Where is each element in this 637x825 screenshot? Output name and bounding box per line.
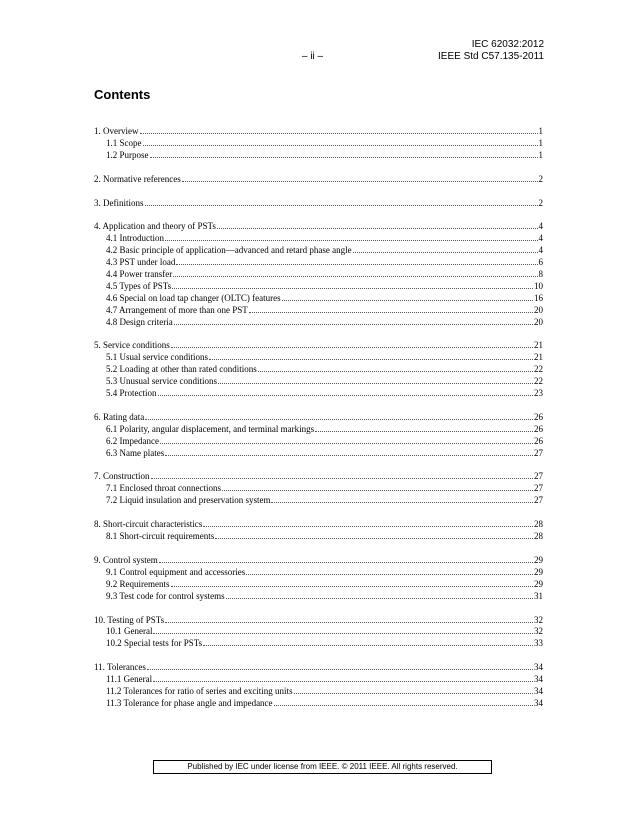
toc-entry-label: 4. Application and theory of PSTs xyxy=(94,221,216,232)
toc-entry-label: 5.4 Protection xyxy=(106,388,157,399)
dot-leader xyxy=(315,430,533,432)
dot-leader xyxy=(165,239,538,241)
toc-entry-label: 6.1 Polarity, angular displacement, and terminal markings xyxy=(106,423,315,434)
toc-subentry[interactable] xyxy=(94,448,543,460)
toc-entry[interactable] xyxy=(94,662,543,674)
dot-leader xyxy=(258,370,533,372)
toc-section xyxy=(94,615,543,651)
toc-entry-label: 7. Construction xyxy=(94,471,150,482)
toc-subentry[interactable] xyxy=(94,638,543,650)
dot-leader xyxy=(182,180,538,182)
toc-entry-page: 26 xyxy=(534,435,543,446)
toc-subentry[interactable] xyxy=(94,317,543,329)
toc-subentry[interactable] xyxy=(94,424,543,436)
dot-leader xyxy=(222,489,533,491)
toc-entry-label: 4.6 Special on load tap changer (OLTC) features xyxy=(106,292,281,303)
toc-entry-page: 2 xyxy=(538,173,543,184)
toc-entry-page: 10 xyxy=(534,280,543,291)
toc-entry-page: 4 xyxy=(538,221,543,232)
toc-entry-page: 31 xyxy=(534,590,543,601)
toc-section xyxy=(94,412,543,460)
toc-entry-label: 1. Overview xyxy=(94,126,139,136)
toc-entry-page: 1 xyxy=(538,149,543,160)
toc-entry[interactable] xyxy=(94,340,543,352)
toc-section xyxy=(94,198,543,210)
toc-entry-page: 23 xyxy=(534,388,543,399)
dot-leader xyxy=(274,704,533,706)
toc-entry-label: 1.2 Purpose xyxy=(106,149,149,160)
toc-section xyxy=(94,471,543,507)
toc-entry-label: 10.2 Special tests for PSTs xyxy=(106,638,203,649)
dot-leader xyxy=(203,525,533,527)
toc-entry-label: 8.1 Short-circuit requirements xyxy=(106,531,215,542)
toc-entry-label: 3. Definitions xyxy=(94,197,144,208)
dot-leader xyxy=(218,382,533,384)
toc-entry[interactable] xyxy=(94,198,543,210)
toc-subentry[interactable] xyxy=(94,698,543,710)
toc-entry-label: 4.8 Design criteria xyxy=(106,316,173,327)
dot-leader xyxy=(215,537,533,539)
toc-entry-label: 6.3 Name plates xyxy=(106,447,165,458)
toc-entry-label: 4.5 Types of PSTs xyxy=(106,280,172,291)
toc-entry-label: 7.1 Enclosed throat connections xyxy=(106,483,221,494)
page-title: Contents xyxy=(94,87,151,102)
toc-section xyxy=(94,221,543,328)
toc-entry-label: 11.2 Tolerances for ratio of series and exciting units xyxy=(106,685,293,696)
toc-entry-page: 27 xyxy=(534,483,543,494)
toc-entry-page: 28 xyxy=(534,531,543,542)
dot-leader xyxy=(165,621,533,623)
toc-entry-page: 4 xyxy=(538,245,543,256)
toc-entry-label: 8. Short-circuit characteristics xyxy=(94,519,203,530)
dot-leader xyxy=(153,680,533,682)
dot-leader xyxy=(165,454,533,456)
toc-subentry[interactable] xyxy=(94,626,543,638)
toc-subentry[interactable] xyxy=(94,245,543,257)
toc-subentry[interactable] xyxy=(94,483,543,495)
toc-entry-page: 1 xyxy=(538,126,543,136)
toc-entry-label: 5.3 Unusual service conditions xyxy=(106,376,217,387)
dot-leader xyxy=(160,442,533,444)
toc-subentry[interactable] xyxy=(94,376,543,388)
toc-entry-page: 8 xyxy=(538,269,543,280)
toc-entry-page: 28 xyxy=(534,519,543,530)
dot-leader xyxy=(171,585,534,587)
toc-entry-page: 2 xyxy=(538,197,543,208)
dot-leader xyxy=(172,287,533,289)
dot-leader xyxy=(173,275,537,277)
toc-entry[interactable] xyxy=(94,174,543,186)
dot-leader xyxy=(140,132,538,134)
toc-entry-page: 33 xyxy=(534,638,543,649)
toc-entry[interactable] xyxy=(94,519,543,531)
toc-entry-page: 6 xyxy=(538,257,543,268)
toc-entry-label: 6. Rating data xyxy=(94,411,145,422)
dot-leader xyxy=(150,156,538,158)
toc-entry-label: 4.7 Arrangement of more than one PST xyxy=(106,304,248,315)
table-of-contents xyxy=(94,126,543,722)
toc-entry[interactable] xyxy=(94,555,543,567)
standard-number-iec: IEC 62032:2012 xyxy=(471,39,544,50)
dot-leader xyxy=(246,573,533,575)
dot-leader xyxy=(145,418,533,420)
dot-leader xyxy=(147,668,533,670)
toc-entry[interactable] xyxy=(94,412,543,424)
toc-subentry[interactable] xyxy=(94,150,543,162)
toc-subentry[interactable] xyxy=(94,257,543,269)
toc-section xyxy=(94,340,543,399)
toc-entry-page: 27 xyxy=(534,495,543,506)
toc-entry-page: 20 xyxy=(534,316,543,327)
toc-subentry[interactable] xyxy=(94,305,543,317)
toc-entry-label: 10. Testing of PSTs xyxy=(94,614,165,625)
toc-entry-page: 21 xyxy=(534,340,543,351)
dot-leader xyxy=(151,477,534,479)
toc-subentry[interactable] xyxy=(94,686,543,698)
toc-entry[interactable] xyxy=(94,221,543,233)
toc-entry-label: 11.3 Tolerance for phase angle and impedance xyxy=(106,697,273,708)
toc-entry-page: 1 xyxy=(538,137,543,148)
toc-entry-label: 10.1 General xyxy=(106,626,153,637)
dot-leader xyxy=(294,692,533,694)
dot-leader xyxy=(143,144,538,146)
toc-entry-page: 32 xyxy=(534,614,543,625)
toc-entry-label: 2. Normative references xyxy=(94,173,181,184)
toc-entry-label: 5. Service conditions xyxy=(94,340,170,351)
toc-subentry[interactable] xyxy=(94,352,543,364)
toc-entry-label: 4.1 Introduction xyxy=(106,233,164,244)
toc-entry-page: 27 xyxy=(534,447,543,458)
toc-section xyxy=(94,662,543,710)
dot-leader xyxy=(171,346,533,348)
dot-leader xyxy=(209,358,533,360)
toc-entry-page: 4 xyxy=(538,233,543,244)
toc-section xyxy=(94,555,543,603)
toc-subentry[interactable] xyxy=(94,591,543,603)
dot-leader xyxy=(145,204,538,206)
toc-entry-label: 9.2 Requirements xyxy=(106,578,170,589)
toc-entry-page: 27 xyxy=(534,471,543,482)
toc-section xyxy=(94,519,543,543)
toc-entry[interactable] xyxy=(94,471,543,483)
toc-entry-label: 5.2 Loading at other than rated conditions xyxy=(106,364,257,375)
toc-entry[interactable] xyxy=(94,615,543,627)
dot-leader xyxy=(174,323,533,325)
toc-subentry[interactable] xyxy=(94,531,543,543)
page-number: – ii – xyxy=(302,51,324,62)
dot-leader xyxy=(282,299,533,301)
toc-subentry[interactable] xyxy=(94,233,543,245)
toc-entry-label: 11. Tolerances xyxy=(94,662,146,673)
toc-subentry[interactable] xyxy=(94,674,543,686)
toc-entry[interactable] xyxy=(94,126,543,138)
toc-section xyxy=(94,126,543,162)
standard-number-ieee: IEEE Std C57.135-2011 xyxy=(438,51,544,62)
toc-entry-label: 7.2 Liquid insulation and preservation system xyxy=(106,495,271,506)
toc-entry-page: 34 xyxy=(534,697,543,708)
toc-subentry[interactable] xyxy=(94,567,543,579)
toc-subentry[interactable] xyxy=(94,138,543,150)
toc-entry-label: 1.1 Scope xyxy=(106,137,142,148)
toc-entry-page: 34 xyxy=(534,662,543,673)
toc-subentry[interactable] xyxy=(94,364,543,376)
dot-leader xyxy=(217,227,538,229)
toc-subentry[interactable] xyxy=(94,495,543,507)
toc-entry-label: 6.2 Impedance xyxy=(106,435,159,446)
dot-leader xyxy=(203,644,533,646)
toc-entry-page: 29 xyxy=(534,566,543,577)
toc-subentry[interactable] xyxy=(94,269,543,281)
dot-leader xyxy=(249,311,533,313)
dot-leader xyxy=(353,251,538,253)
toc-entry-label: 4.3 PST under load xyxy=(106,257,176,268)
toc-entry-page: 29 xyxy=(534,578,543,589)
dot-leader xyxy=(226,597,533,599)
toc-entry-label: 5.1 Usual service conditions xyxy=(106,352,208,363)
dot-leader xyxy=(153,632,533,634)
toc-entry-label: 4.4 Power transfer xyxy=(106,269,173,280)
toc-subentry[interactable] xyxy=(94,436,543,448)
toc-entry-label: 9.3 Test code for control systems xyxy=(106,590,225,601)
toc-entry-page: 26 xyxy=(534,411,543,422)
toc-entry-page: 29 xyxy=(534,554,543,565)
toc-entry-page: 34 xyxy=(534,685,543,696)
toc-subentry[interactable] xyxy=(94,579,543,591)
toc-subentry[interactable] xyxy=(94,281,543,293)
copyright-footer: Published by IEC under license from IEEE. © 2011 IEEE. All rights reserved. xyxy=(153,760,492,774)
toc-entry-page: 22 xyxy=(534,376,543,387)
toc-entry-page: 26 xyxy=(534,423,543,434)
toc-entry-page: 34 xyxy=(534,674,543,685)
toc-entry-page: 22 xyxy=(534,364,543,375)
dot-leader xyxy=(159,561,533,563)
dot-leader xyxy=(176,263,537,265)
toc-entry-label: 4.2 Basic principle of application—advanced and retard phase angle xyxy=(106,245,352,256)
toc-subentry[interactable] xyxy=(94,388,543,400)
toc-entry-page: 16 xyxy=(534,292,543,303)
toc-entry-page: 20 xyxy=(534,304,543,315)
toc-entry-label: 11.1 General xyxy=(106,674,153,685)
toc-entry-label: 9.1 Control equipment and accessories xyxy=(106,566,246,577)
toc-entry-label: 9. Control system xyxy=(94,554,158,565)
toc-entry-page: 32 xyxy=(534,626,543,637)
dot-leader xyxy=(271,501,533,503)
toc-section xyxy=(94,174,543,186)
toc-entry-page: 21 xyxy=(534,352,543,363)
toc-subentry[interactable] xyxy=(94,293,543,305)
dot-leader xyxy=(158,394,534,396)
